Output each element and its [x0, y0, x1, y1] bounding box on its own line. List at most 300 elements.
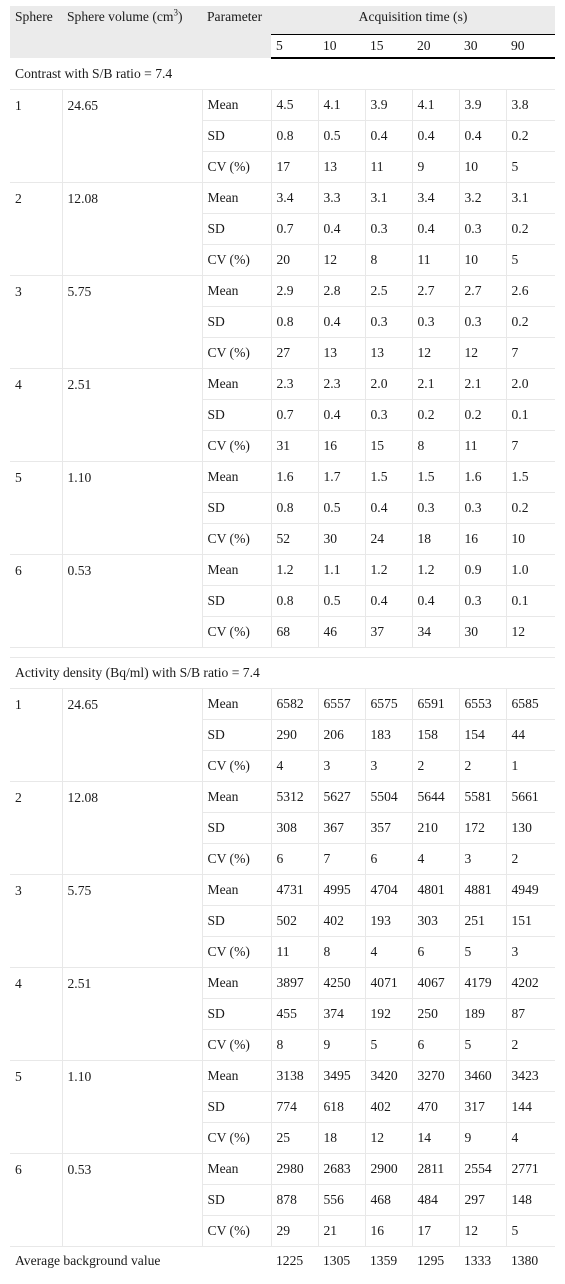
value-cell: 6 — [412, 937, 459, 968]
value-cell: 0.2 — [506, 121, 555, 152]
value-cell: 206 — [318, 720, 365, 751]
value-cell: 2683 — [318, 1154, 365, 1185]
value-cell: 2771 — [506, 1154, 555, 1185]
value-cell: 0.4 — [318, 307, 365, 338]
value-cell: 1.5 — [412, 462, 459, 493]
value-cell: 13 — [318, 152, 365, 183]
value-cell: 402 — [318, 906, 365, 937]
header-parameter: Parameter — [202, 6, 271, 58]
value-cell: 6575 — [365, 689, 412, 720]
value-cell: 12 — [506, 617, 555, 648]
spacer-cell — [10, 648, 555, 658]
value-cell: 0.4 — [318, 214, 365, 245]
value-cell: 12 — [412, 338, 459, 369]
value-cell: 0.3 — [459, 307, 506, 338]
value-cell: 1.0 — [506, 555, 555, 586]
value-cell: 402 — [365, 1092, 412, 1123]
parameter-label: Mean — [202, 90, 271, 121]
value-cell: 484 — [412, 1185, 459, 1216]
value-cell: 878 — [271, 1185, 318, 1216]
parameter-label: Mean — [202, 462, 271, 493]
value-cell: 4 — [412, 844, 459, 875]
value-cell: 1.2 — [412, 555, 459, 586]
value-cell: 3 — [365, 751, 412, 782]
value-cell: 6 — [412, 1030, 459, 1061]
value-cell: 2.3 — [271, 369, 318, 400]
header-time-5: 90 — [506, 35, 555, 59]
value-cell: 0.7 — [271, 214, 318, 245]
value-cell: 502 — [271, 906, 318, 937]
value-cell: 2 — [506, 1030, 555, 1061]
value-cell: 5581 — [459, 782, 506, 813]
value-cell: 10 — [459, 152, 506, 183]
value-cell: 1.1 — [318, 555, 365, 586]
parameter-label: SD — [202, 999, 271, 1030]
parameter-label: CV (%) — [202, 937, 271, 968]
value-cell: 0.5 — [318, 493, 365, 524]
value-cell: 7 — [506, 431, 555, 462]
sphere-volume: 24.65 — [62, 689, 202, 782]
value-cell: 6 — [365, 844, 412, 875]
value-cell: 12 — [459, 338, 506, 369]
parameter-label: SD — [202, 493, 271, 524]
value-cell: 0.3 — [412, 307, 459, 338]
value-cell: 297 — [459, 1185, 506, 1216]
value-cell: 18 — [412, 524, 459, 555]
value-cell: 4731 — [271, 875, 318, 906]
value-cell: 4179 — [459, 968, 506, 999]
header-time-0: 5 — [271, 35, 318, 59]
value-cell: 1.6 — [459, 462, 506, 493]
table-row — [10, 276, 555, 307]
header-acquisition-time: Acquisition time (s) — [271, 6, 555, 35]
value-cell: 154 — [459, 720, 506, 751]
value-cell: 5504 — [365, 782, 412, 813]
value-cell: 68 — [271, 617, 318, 648]
value-cell: 0.1 — [506, 586, 555, 617]
results-table — [10, 6, 555, 1275]
value-cell: 144 — [506, 1092, 555, 1123]
value-cell: 0.2 — [459, 400, 506, 431]
sphere-number: 4 — [10, 968, 62, 1061]
value-cell: 10 — [506, 524, 555, 555]
value-cell: 3420 — [365, 1061, 412, 1092]
value-cell: 4881 — [459, 875, 506, 906]
value-cell: 12 — [318, 245, 365, 276]
value-cell: 9 — [412, 152, 459, 183]
table-row — [10, 1154, 555, 1185]
sphere-volume: 24.65 — [62, 90, 202, 183]
value-cell: 0.1 — [506, 400, 555, 431]
value-cell: 2.7 — [412, 276, 459, 307]
value-cell: 11 — [271, 937, 318, 968]
value-cell: 8 — [318, 937, 365, 968]
value-cell: 3 — [318, 751, 365, 782]
value-cell: 4801 — [412, 875, 459, 906]
value-cell: 0.3 — [459, 493, 506, 524]
parameter-label: CV (%) — [202, 1216, 271, 1247]
value-cell: 367 — [318, 813, 365, 844]
value-cell: 4.1 — [318, 90, 365, 121]
value-cell: 8 — [271, 1030, 318, 1061]
value-cell: 30 — [459, 617, 506, 648]
value-cell: 21 — [318, 1216, 365, 1247]
value-cell: 46 — [318, 617, 365, 648]
value-cell: 16 — [318, 431, 365, 462]
value-cell: 0.4 — [365, 121, 412, 152]
value-cell: 5 — [506, 1216, 555, 1247]
value-cell: 2.1 — [459, 369, 506, 400]
sphere-number: 3 — [10, 875, 62, 968]
table-row — [10, 90, 555, 121]
value-cell: 0.3 — [365, 400, 412, 431]
sphere-volume: 1.10 — [62, 1061, 202, 1154]
value-cell: 6557 — [318, 689, 365, 720]
value-cell: 0.7 — [271, 400, 318, 431]
value-cell: 2.3 — [318, 369, 365, 400]
value-cell: 2 — [412, 751, 459, 782]
value-cell: 3.4 — [271, 183, 318, 214]
value-cell: 470 — [412, 1092, 459, 1123]
sphere-volume: 5.75 — [62, 276, 202, 369]
value-cell: 0.4 — [459, 121, 506, 152]
parameter-label: CV (%) — [202, 844, 271, 875]
section-title: Contrast with S/B ratio = 7.4 — [10, 58, 555, 90]
header-time-1: 10 — [318, 35, 365, 59]
value-cell: 5661 — [506, 782, 555, 813]
value-cell: 2554 — [459, 1154, 506, 1185]
value-cell: 24 — [365, 524, 412, 555]
value-cell: 2.0 — [365, 369, 412, 400]
value-cell: 250 — [412, 999, 459, 1030]
value-cell: 13 — [318, 338, 365, 369]
parameter-label: SD — [202, 1185, 271, 1216]
value-cell: 4 — [271, 751, 318, 782]
value-cell: 3 — [459, 844, 506, 875]
table-row — [10, 968, 555, 999]
parameter-label: CV (%) — [202, 245, 271, 276]
value-cell: 4995 — [318, 875, 365, 906]
value-cell: 303 — [412, 906, 459, 937]
sphere-number: 6 — [10, 555, 62, 648]
table-body — [10, 58, 555, 1275]
value-cell: 774 — [271, 1092, 318, 1123]
parameter-label: Mean — [202, 875, 271, 906]
sphere-volume: 1.10 — [62, 462, 202, 555]
value-cell: 2900 — [365, 1154, 412, 1185]
parameter-label: SD — [202, 813, 271, 844]
value-cell: 7 — [318, 844, 365, 875]
value-cell: 0.4 — [412, 586, 459, 617]
value-cell: 6585 — [506, 689, 555, 720]
parameter-label: Mean — [202, 1154, 271, 1185]
sphere-number: 1 — [10, 90, 62, 183]
value-cell: 5 — [459, 1030, 506, 1061]
value-cell: 3270 — [412, 1061, 459, 1092]
parameter-label: CV (%) — [202, 617, 271, 648]
value-cell: 0.9 — [459, 555, 506, 586]
parameter-label: SD — [202, 906, 271, 937]
value-cell: 0.3 — [365, 214, 412, 245]
value-cell: 30 — [318, 524, 365, 555]
footer-value: 1333 — [459, 1247, 506, 1276]
sphere-volume: 2.51 — [62, 369, 202, 462]
value-cell: 2.1 — [412, 369, 459, 400]
value-cell: 183 — [365, 720, 412, 751]
sphere-volume: 0.53 — [62, 555, 202, 648]
value-cell: 0.3 — [412, 493, 459, 524]
value-cell: 11 — [365, 152, 412, 183]
parameter-label: Mean — [202, 555, 271, 586]
value-cell: 0.2 — [412, 400, 459, 431]
header-time-2: 15 — [365, 35, 412, 59]
value-cell: 3.4 — [412, 183, 459, 214]
value-cell: 0.3 — [459, 214, 506, 245]
parameter-label: CV (%) — [202, 431, 271, 462]
value-cell: 2.9 — [271, 276, 318, 307]
parameter-label: Mean — [202, 782, 271, 813]
value-cell: 4.1 — [412, 90, 459, 121]
value-cell: 17 — [412, 1216, 459, 1247]
parameter-label: SD — [202, 214, 271, 245]
value-cell: 5 — [459, 937, 506, 968]
value-cell: 3460 — [459, 1061, 506, 1092]
value-cell: 2.6 — [506, 276, 555, 307]
value-cell: 34 — [412, 617, 459, 648]
value-cell: 2811 — [412, 1154, 459, 1185]
parameter-label: SD — [202, 586, 271, 617]
value-cell: 1.2 — [365, 555, 412, 586]
value-cell: 374 — [318, 999, 365, 1030]
value-cell: 5627 — [318, 782, 365, 813]
parameter-label: SD — [202, 307, 271, 338]
header-time-4: 30 — [459, 35, 506, 59]
value-cell: 2 — [459, 751, 506, 782]
value-cell: 4 — [506, 1123, 555, 1154]
value-cell: 4.5 — [271, 90, 318, 121]
value-cell: 3.1 — [506, 183, 555, 214]
parameter-label: CV (%) — [202, 751, 271, 782]
value-cell: 9 — [318, 1030, 365, 1061]
value-cell: 3.1 — [365, 183, 412, 214]
value-cell: 0.4 — [412, 214, 459, 245]
section-title-row — [10, 58, 555, 90]
sphere-number: 5 — [10, 462, 62, 555]
value-cell: 4250 — [318, 968, 365, 999]
value-cell: 20 — [271, 245, 318, 276]
value-cell: 468 — [365, 1185, 412, 1216]
value-cell: 317 — [459, 1092, 506, 1123]
value-cell: 27 — [271, 338, 318, 369]
sphere-number: 3 — [10, 276, 62, 369]
sphere-volume: 12.08 — [62, 183, 202, 276]
value-cell: 0.8 — [271, 121, 318, 152]
value-cell: 308 — [271, 813, 318, 844]
header-volume-close: ) — [177, 9, 183, 24]
value-cell: 0.4 — [412, 121, 459, 152]
value-cell: 2.0 — [506, 369, 555, 400]
parameter-label: SD — [202, 400, 271, 431]
value-cell: 25 — [271, 1123, 318, 1154]
value-cell: 0.4 — [318, 400, 365, 431]
parameter-label: SD — [202, 1092, 271, 1123]
section-spacer — [10, 648, 555, 658]
value-cell: 0.4 — [365, 493, 412, 524]
value-cell: 1.7 — [318, 462, 365, 493]
value-cell: 455 — [271, 999, 318, 1030]
footer-row — [10, 1247, 555, 1276]
value-cell: 5 — [365, 1030, 412, 1061]
value-cell: 4704 — [365, 875, 412, 906]
parameter-label: CV (%) — [202, 1030, 271, 1061]
parameter-label: Mean — [202, 1061, 271, 1092]
value-cell: 3.8 — [506, 90, 555, 121]
parameter-label: Mean — [202, 276, 271, 307]
sphere-number: 4 — [10, 369, 62, 462]
value-cell: 158 — [412, 720, 459, 751]
table-row — [10, 555, 555, 586]
table-container — [10, 6, 555, 1275]
value-cell: 0.3 — [365, 307, 412, 338]
value-cell: 3.9 — [365, 90, 412, 121]
value-cell: 3897 — [271, 968, 318, 999]
value-cell: 17 — [271, 152, 318, 183]
value-cell: 618 — [318, 1092, 365, 1123]
value-cell: 16 — [459, 524, 506, 555]
value-cell: 4 — [365, 937, 412, 968]
value-cell: 6553 — [459, 689, 506, 720]
value-cell: 0.2 — [506, 493, 555, 524]
value-cell: 172 — [459, 813, 506, 844]
value-cell: 5312 — [271, 782, 318, 813]
value-cell: 12 — [459, 1216, 506, 1247]
value-cell: 52 — [271, 524, 318, 555]
value-cell: 0.2 — [506, 307, 555, 338]
value-cell: 14 — [412, 1123, 459, 1154]
parameter-label: SD — [202, 720, 271, 751]
sphere-volume: 2.51 — [62, 968, 202, 1061]
sphere-number: 1 — [10, 689, 62, 782]
value-cell: 4071 — [365, 968, 412, 999]
value-cell: 5 — [506, 245, 555, 276]
value-cell: 2.7 — [459, 276, 506, 307]
value-cell: 6591 — [412, 689, 459, 720]
value-cell: 1.2 — [271, 555, 318, 586]
value-cell: 10 — [459, 245, 506, 276]
value-cell: 5644 — [412, 782, 459, 813]
footer-value: 1305 — [318, 1247, 365, 1276]
value-cell: 1.6 — [271, 462, 318, 493]
value-cell: 0.8 — [271, 307, 318, 338]
sphere-volume: 0.53 — [62, 1154, 202, 1247]
value-cell: 0.4 — [365, 586, 412, 617]
value-cell: 44 — [506, 720, 555, 751]
value-cell: 0.2 — [506, 214, 555, 245]
value-cell: 7 — [506, 338, 555, 369]
parameter-label: SD — [202, 121, 271, 152]
footer-value: 1295 — [412, 1247, 459, 1276]
sphere-volume: 12.08 — [62, 782, 202, 875]
value-cell: 6582 — [271, 689, 318, 720]
value-cell: 29 — [271, 1216, 318, 1247]
value-cell: 3.9 — [459, 90, 506, 121]
value-cell: 1.5 — [365, 462, 412, 493]
value-cell: 3 — [506, 937, 555, 968]
header-volume-sup: 3 — [173, 7, 178, 18]
value-cell: 3138 — [271, 1061, 318, 1092]
value-cell: 1 — [506, 751, 555, 782]
value-cell: 11 — [459, 431, 506, 462]
value-cell: 0.8 — [271, 493, 318, 524]
table-row — [10, 462, 555, 493]
value-cell: 2.8 — [318, 276, 365, 307]
value-cell: 12 — [365, 1123, 412, 1154]
value-cell: 9 — [459, 1123, 506, 1154]
value-cell: 193 — [365, 906, 412, 937]
header-sphere: Sphere — [10, 6, 62, 58]
value-cell: 556 — [318, 1185, 365, 1216]
table-row — [10, 782, 555, 813]
value-cell: 2 — [506, 844, 555, 875]
parameter-label: Mean — [202, 369, 271, 400]
sphere-number: 2 — [10, 782, 62, 875]
parameter-label: CV (%) — [202, 524, 271, 555]
value-cell: 18 — [318, 1123, 365, 1154]
header-time-3: 20 — [412, 35, 459, 59]
sphere-number: 5 — [10, 1061, 62, 1154]
table-row — [10, 875, 555, 906]
header-sphere-volume — [62, 6, 202, 58]
header-volume-text: Sphere volume (cm — [67, 9, 174, 24]
value-cell: 0.5 — [318, 121, 365, 152]
value-cell: 3495 — [318, 1061, 365, 1092]
value-cell: 3.2 — [459, 183, 506, 214]
value-cell: 11 — [412, 245, 459, 276]
value-cell: 16 — [365, 1216, 412, 1247]
table-row — [10, 369, 555, 400]
footer-value: 1225 — [271, 1247, 318, 1276]
table-row — [10, 689, 555, 720]
value-cell: 13 — [365, 338, 412, 369]
value-cell: 37 — [365, 617, 412, 648]
section-title-row — [10, 658, 555, 689]
value-cell: 4067 — [412, 968, 459, 999]
value-cell: 15 — [365, 431, 412, 462]
value-cell: 130 — [506, 813, 555, 844]
value-cell: 148 — [506, 1185, 555, 1216]
value-cell: 8 — [412, 431, 459, 462]
sphere-number: 6 — [10, 1154, 62, 1247]
value-cell: 0.5 — [318, 586, 365, 617]
value-cell: 3.3 — [318, 183, 365, 214]
parameter-label: CV (%) — [202, 338, 271, 369]
value-cell: 251 — [459, 906, 506, 937]
value-cell: 357 — [365, 813, 412, 844]
value-cell: 2.5 — [365, 276, 412, 307]
table-row — [10, 1061, 555, 1092]
table-header — [10, 6, 555, 58]
value-cell: 0.8 — [271, 586, 318, 617]
value-cell: 4949 — [506, 875, 555, 906]
parameter-label: CV (%) — [202, 152, 271, 183]
value-cell: 189 — [459, 999, 506, 1030]
value-cell: 8 — [365, 245, 412, 276]
footer-label: Average background value — [10, 1247, 271, 1276]
parameter-label: CV (%) — [202, 1123, 271, 1154]
section-title: Activity density (Bq/ml) with S/B ratio = 7.4 — [10, 658, 555, 689]
value-cell: 1.5 — [506, 462, 555, 493]
value-cell: 87 — [506, 999, 555, 1030]
